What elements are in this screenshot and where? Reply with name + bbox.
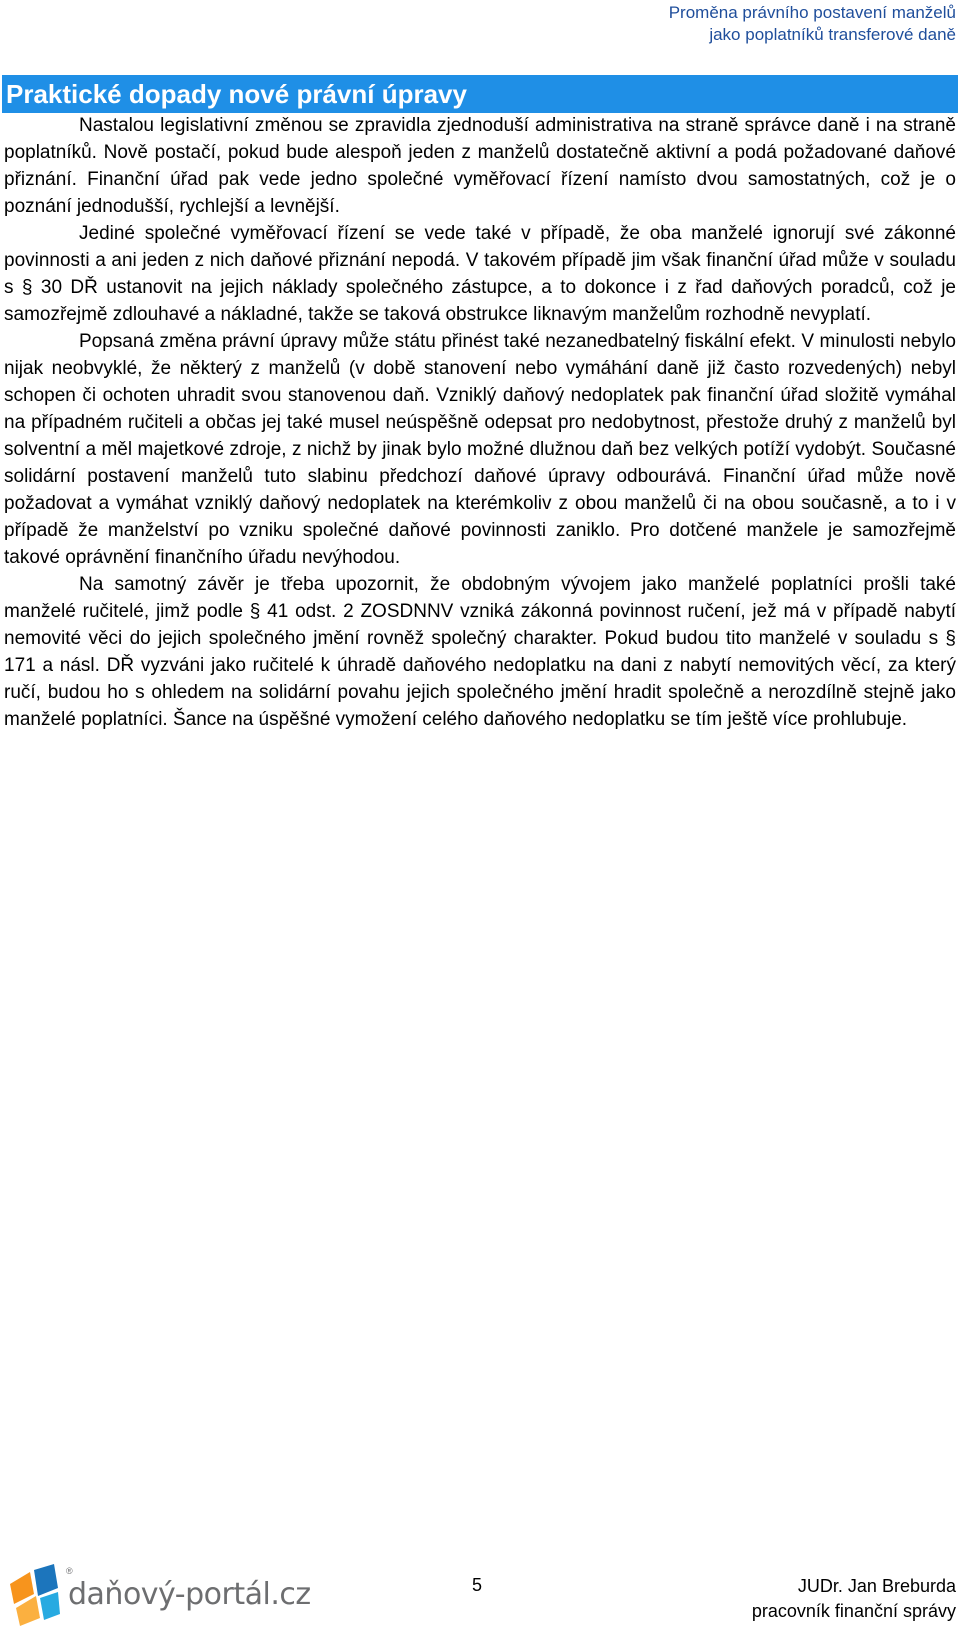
paragraph: Popsaná změna právní úpravy může státu přinést také nezanedbatelný fiskální efekt. V minulosti nebylo nijak neobvyklé, že některý z manželů (v době stanovení nebo vymáhání daně již často rozvedených) nebyl schopen či ochoten uhradit svou stanovenou daň. Vzniklý daňový nedoplatek pak finanční úřad složitě vymáhal na případném ručiteli a občas jej také musel neúspěšně odepsat pro nedobytnost, přestože druhý z manželů byl solventní a měl majetkové zdroje, z nichž by jinak bylo možné dlužnou daň bez velkých potíží vydobýt. Současné solidární postavení manželů tuto slabinu předchozí daňové úpravy odbourává. Finanční úřad může nově požadovat a vymáhat vzniklý daňový nedoplatek na kterémkoliv z obou manželů či na obou současně, a to i v případě že manželství po vzniku společné daňové povinnosti zaniklo. Pro dotčené manžele je samozřejmě takové oprávnění finančního úřadu nevýhodou. (4, 331, 956, 568)
running-header-line-1: Proměna právního postavení manželů (668, 3, 956, 22)
site-logo (4, 1560, 314, 1630)
paragraph: Jediné společné vyměřovací řízení se vede také v případě, že oba manželé ignorují své zákonné povinnosti a ani jeden z nich daňové přiznání nepodá. V takovém případě jim však finanční úřad může v souladu s § 30 DŘ ustanovit na jejich náklady společného zástupce, a to dokonce i z řad daňových poradců, což je samozřejmě zdlouhavé a nákladné, takže se taková obstrukce liknavým manželům rozhodně nevyplatí. (4, 223, 956, 325)
author-block (752, 1574, 956, 1624)
page-number: 5 (472, 1575, 483, 1595)
running-header (669, 2, 956, 46)
running-header-line-2: jako poplatníků transferové daně (709, 25, 956, 44)
paragraph: Nastalou legislativní změnou se zpravidla zjednoduší administrativa na straně správce daně i na straně poplatníků. Nově postačí, pokud bude alespoň jeden z manželů dostatečně aktivní a podá požadované daňové přiznání. Finanční úřad pak vede jedno společné vyměřovací řízení namísto dvou samostatných, což je o poznání jednodušší, rychlejší a levnější. (4, 115, 956, 217)
registered-mark: ® (66, 1566, 73, 1576)
section-title: Praktické dopady nové právní úpravy (2, 75, 958, 113)
logo-wordmark: daňový-portál.cz (68, 1577, 311, 1612)
author-name: JUDr. Jan Breburda (797, 1576, 956, 1596)
author-role: pracovník finanční správy (751, 1601, 956, 1621)
dp-logo-icon (4, 1564, 62, 1626)
article-body (4, 112, 956, 733)
paragraph: Na samotný závěr je třeba upozornit, že obdobným vývojem jako manželé poplatníci prošli také manželé ručitelé, jimž podle § 41 odst. 2 ZOSDNNV vzniká zákonná povinnost ručení, jež má v případě nabytí nemovité věci do jejich společného jmění rovněž společný charakter. Pokud budou tito manželé v souladu s § 171 a násl. DŘ vyzváni jako ručitelé k úhradě daňového nedoplatku na dani z nabytí nemovitých věcí, za který ručí, budou ho s ohledem na solidární povahu jejich společného jmění hradit společně a nerozdílně stejně jako manželé poplatníci. Šance na úspěšné vymožení celého daňového nedoplatku se tím ještě více prohlubuje. (4, 574, 956, 730)
